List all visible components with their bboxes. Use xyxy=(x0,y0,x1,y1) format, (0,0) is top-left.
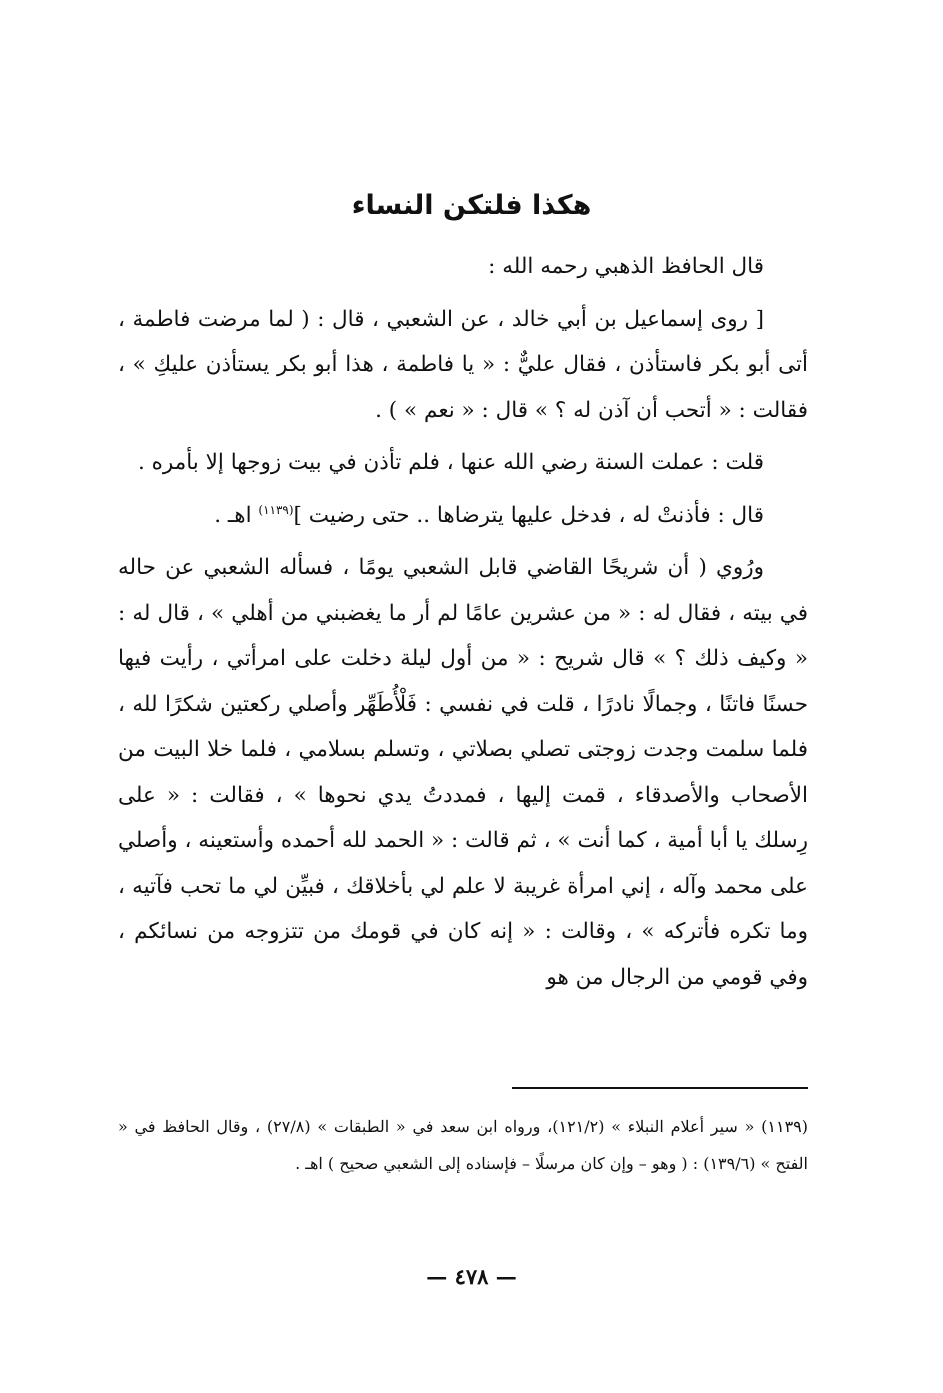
paragraph-shurayh: ورُوي ( أن شريحًا القاضي قابل الشعبي يومًا ، فسأله الشعبي عن حاله في بيته ، فقال له : « من عشرين عامًا لم أر ما يغضبني من أهلي » ، قال له : « وكيف ذلك ؟ » قال شريح : « من أول ليلة دخلت على امرأتي ، رأيت فيها حسنًا فاتنًا ، وجمالًا نادرًا ، قلت في نفسي : فَلْأُطَهِّر وأصلي ركعتين شكرًا لله ، فلما سلمت وجدت زوجتى تصلي بصلاتي ، وتسلم بسلامي ، فلما خلا البيت من الأصحاب والأصدقاء ، قمت إليها ، فمددتُ يدي نحوها » ، فقالت : « على رِسلك يا أبا أمية ، كما أنت » ، ثم قالت : « الحمد لله أحمده وأستعينه ، وأصلي على محمد وآله ، إني امرأة غريبة لا علم لي بأخلاقك ، فبيِّن لي ما تحب فآتيه ، وما تكره فأتركه » ، وقالت : « إنه كان في قومك من تتزوجه من نسائكم ، وفي قومي من الرجال من هو xyxy=(118,555,808,990)
paragraph-conclusion xyxy=(118,493,808,539)
main-text xyxy=(118,244,808,1000)
page-title: هكذا فلتكن النساء xyxy=(351,190,592,222)
footnote-divider xyxy=(512,1087,808,1089)
footnote: (١١٣٩) « سير أعلام النبلاء » (١٢١/٢)، ورواه ابن سعد في « الطبقات » (٢٧/٨) ، وقال الحافظ في « الفتح » (١٣٩/٦) : ( وهو – وإن كان مرسلًا – فإسناده إلى الشعبي صحيح ) اهـ . xyxy=(118,1117,808,1173)
quote-end: اهـ . xyxy=(214,502,252,528)
conclusion-text: قال : فأذنتْ له ، فدخل عليها يترضاها .. حتى رضيت ] xyxy=(293,502,764,528)
paragraph-comment: قلت : عملت السنة رضي الله عنها ، فلم تأذن في بيت زوجها إلا بأمره . xyxy=(137,450,764,475)
paragraph-intro: قال الحافظ الذهبي رحمه الله : xyxy=(488,254,764,279)
page-number: — ٤٧٨ — xyxy=(426,1264,517,1289)
paragraph-narration: [ روى إسماعيل بن أبي خالد ، عن الشعبي ، قال : ( لما مرضت فاطمة ، أتى أبو بكر فاستأذن ، فقال عليٌّ : « يا فاطمة ، هذا أبو بكر يستأذن عليكِ » ، فقالت : « أتحب أن آذن له ؟ » قال : « نعم » ) . xyxy=(118,306,808,423)
footnote-reference: (١١٣٩) xyxy=(258,502,294,517)
